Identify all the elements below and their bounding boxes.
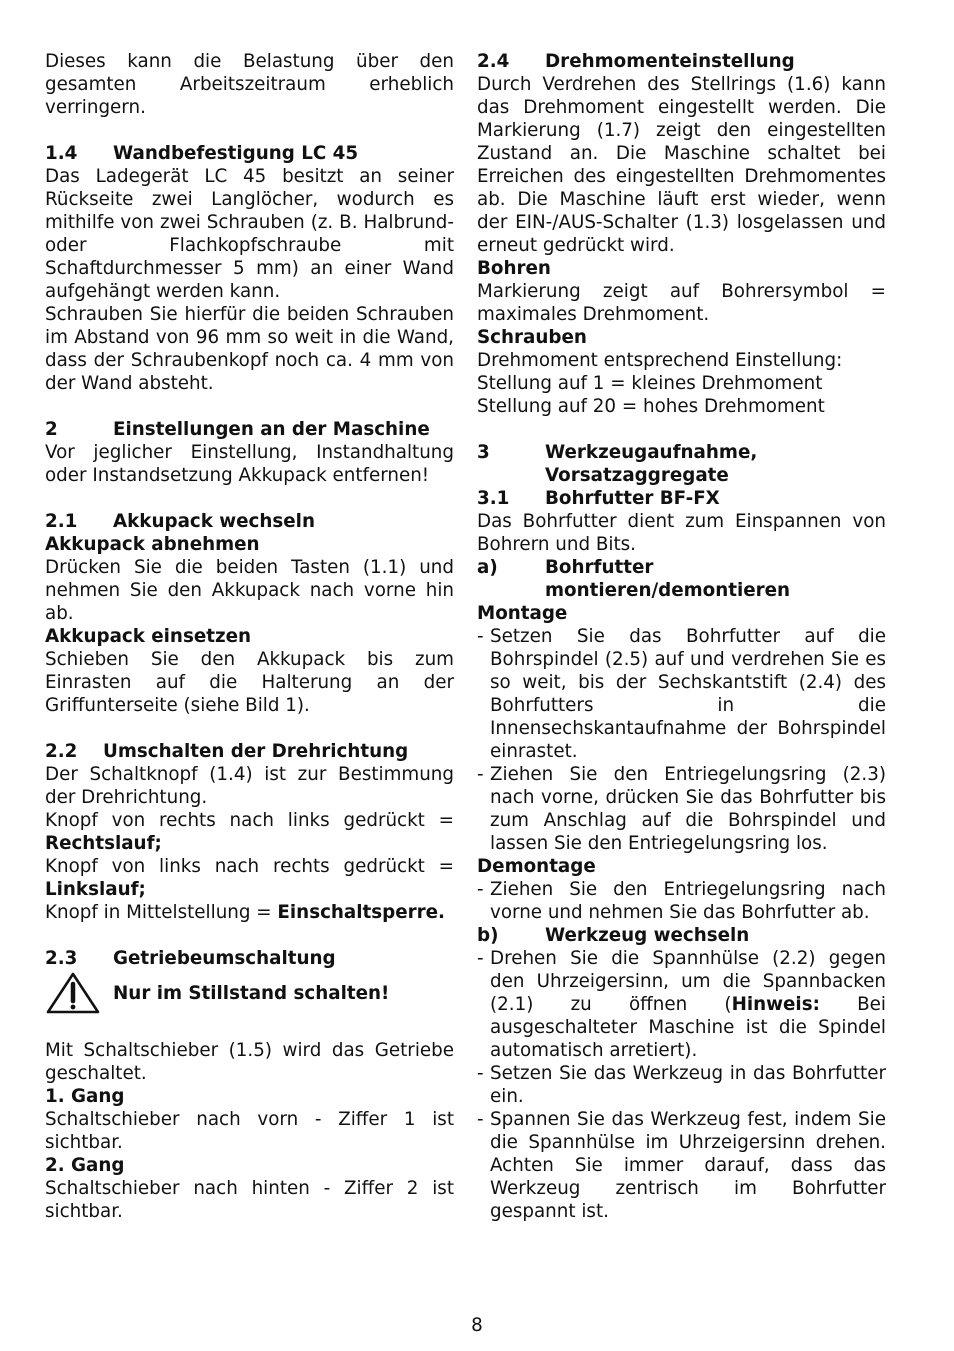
section-1-4-paragraph-1: Das Ladegerät LC 45 besitzt an seiner Rückseite zwei Langlöcher, wodurch es mithilfe von zwei Schrauben (z. B. Halbrund- oder Flachkopfschraube mit Schaftdurchmesser 5 mm) an einer Wand aufgehängt werden kann. — [45, 166, 454, 302]
intro-paragraph: Dieses kann die Belastung über den gesamten Arbeitszeitraum erheblich verringern. — [45, 51, 454, 118]
werkzeug-wechseln-list — [477, 947, 886, 1223]
page-number: 8 — [471, 1315, 483, 1336]
list-item: - Ziehen Sie den Entriegelungsring (2.3) nach vorne, drücken Sie das Bohrfutter bis zum Anschlag auf die Bohrspindel und lassen Sie den Entriegelungsring los. — [477, 763, 886, 855]
subheading-akkupack-abnehmen: Akkupack abnehmen — [45, 534, 260, 555]
section-2-paragraph: Vor jeglicher Einstellung, Instandhaltung oder Instandsetzung Akkupack entfernen! — [45, 442, 454, 486]
left-column — [45, 50, 454, 1223]
section-2-4-paragraph-2: Markierung zeigt auf Bohrersymbol = maximales Drehmoment. — [477, 281, 886, 325]
section-2-3-paragraph-3: Schaltschieber nach hinten - Ziffer 2 ist sichtbar. — [45, 1178, 454, 1222]
section-2-1-paragraph-1: Drücken Sie die beiden Tasten (1.1) und nehmen Sie den Akkupack nach vorne hin ab. — [45, 557, 454, 624]
section-2-1-paragraph-2: Schieben Sie den Akkupack bis zum Einrasten auf die Halterung an der Griffunterseite (siehe Bild 1). — [45, 649, 454, 716]
section-2-3-heading: 2.3 Getriebeumschaltung — [45, 948, 336, 969]
subheading-bohren: Bohren — [477, 258, 551, 279]
section-2-4-line-a: Drehmoment entsprechend Einstellung: — [477, 350, 843, 371]
section-3-1-paragraph: Das Bohrfutter dient zum Einspannen von Bohrern und Bits. — [477, 511, 886, 555]
list-item: - Drehen Sie die Spannhülse (2.2) gegen den Uhrzeigersinn, um die Spannbacken (2.1) zu öffnen (Hinweis: Bei ausgeschalteter Maschine ist die Spindel automatisch arretiert). — [477, 947, 886, 1062]
section-2-4-line-b: Stellung auf 1 = kleines Drehmoment — [477, 373, 823, 394]
demontage-list — [477, 878, 886, 924]
section-2-4-paragraph-1: Durch Verdrehen des Stellrings (1.6) kann das Drehmoment eingestellt werden. Die Markierung (1.7) zeigt den eingestellten Zustand an. Die Maschine schaltet bei Erreichen des eingestellten Drehmomentes ab. Die Maschine läuft erst wieder, wenn der EIN-/AUS-Schalter (1.3) losgelassen und erneut gedrückt wird. — [477, 74, 886, 256]
warning-triangle-icon — [45, 971, 101, 1015]
list-item: - Setzen Sie das Bohrfutter auf die Bohrspindel (2.5) auf und verdrehen Sie es so weit, bis der Sechskantstift (2.4) des Bohrfutters in die Innensechskantaufnahme der Bohrspindel einrastet. — [477, 625, 886, 763]
section-2-2-paragraph-2: Knopf von rechts nach links gedrückt = Rechtslauf; — [45, 810, 454, 854]
section-a-heading: a) Bohrfutter montieren/demontieren — [477, 557, 791, 601]
section-2-2-paragraph-4: Knopf in Mittelstellung = Einschaltsperre. — [45, 902, 446, 923]
list-item: - Spannen Sie das Werkzeug fest, indem Sie die Spannhülse im Uhrzeigersinn drehen. Achten Sie immer darauf, dass das Werkzeug zentrisch im Bohrfutter gespannt ist. — [477, 1108, 886, 1223]
section-3-1-heading: 3.1 Bohrfutter BF-FX — [477, 488, 720, 509]
section-2-4-line-c: Stellung auf 20 = hohes Drehmoment — [477, 396, 825, 417]
section-1-4-heading: 1.4 Wandbefestigung LC 45 — [45, 143, 359, 164]
section-2-2-paragraph-3: Knopf von links nach rechts gedrückt = Linkslauf; — [45, 856, 454, 900]
section-2-3-paragraph-1: Mit Schaltschieber (1.5) wird das Getriebe geschaltet. — [45, 1040, 454, 1084]
section-2-1-heading: 2.1 Akkupack wechseln — [45, 511, 315, 532]
montage-list — [477, 625, 886, 855]
subheading-demontage: Demontage — [477, 856, 596, 877]
section-3-heading: 3 Werkzeugaufnahme, Vorsatzaggregate — [477, 442, 758, 486]
section-2-3-paragraph-2: Schaltschieber nach vorn - Ziffer 1 ist sichtbar. — [45, 1109, 454, 1153]
section-2-4-heading: 2.4 Drehmomenteinstellung — [477, 51, 795, 72]
section-2-heading: 2 Einstellungen an der Maschine — [45, 419, 430, 440]
subheading-montage: Montage — [477, 603, 568, 624]
subheading-1-gang: 1. Gang — [45, 1086, 125, 1107]
right-column — [477, 50, 886, 1223]
subheading-2-gang: 2. Gang — [45, 1155, 125, 1176]
section-2-2-paragraph-1: Der Schaltknopf (1.4) ist zur Bestimmung der Drehrichtung. — [45, 764, 454, 808]
warning-notice: Nur im Stillstand schalten! — [45, 970, 454, 1016]
section-b-heading: b) Werkzeug wechseln — [477, 925, 750, 946]
list-item: - Ziehen Sie den Entriegelungsring nach vorne und nehmen Sie das Bohrfutter ab. — [477, 878, 886, 924]
list-item: - Setzen Sie das Werkzeug in das Bohrfutter ein. — [477, 1062, 886, 1108]
section-1-4-paragraph-2: Schrauben Sie hierfür die beiden Schrauben im Abstand von 96 mm so weit in die Wand, dass der Schraubenkopf noch ca. 4 mm von der Wand absteht. — [45, 304, 454, 394]
subheading-akkupack-einsetzen: Akkupack einsetzen — [45, 626, 252, 647]
subheading-schrauben: Schrauben — [477, 327, 587, 348]
section-2-2-heading: 2.2 Umschalten der Drehrichtung — [45, 741, 409, 762]
